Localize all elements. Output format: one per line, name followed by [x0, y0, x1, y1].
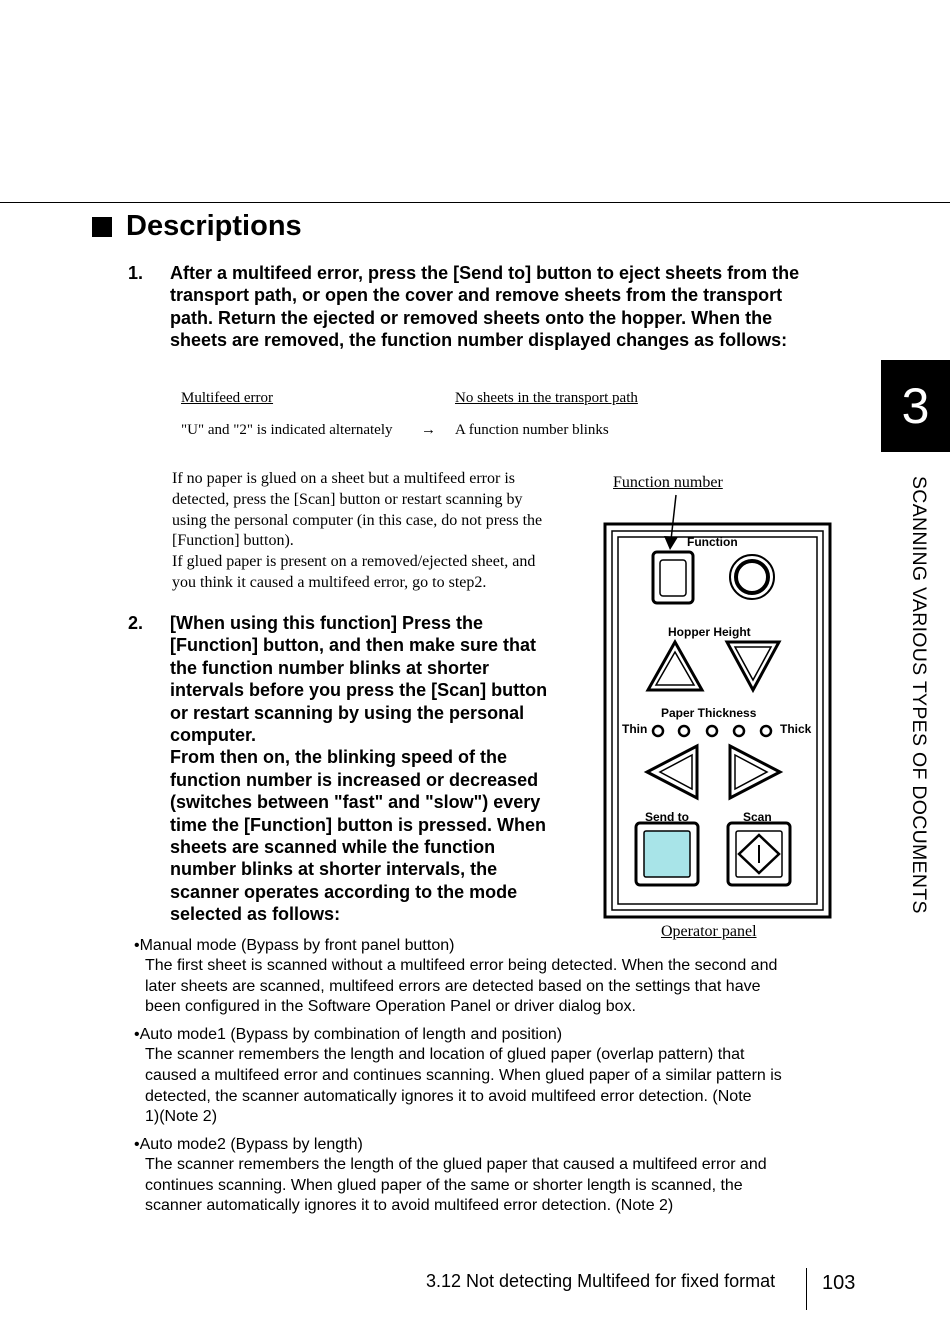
mode-line: been configured in the Software Operation Panel or driver dialog box.: [145, 998, 636, 1016]
mode-title: •Auto mode2 (Bypass by length): [134, 1135, 363, 1153]
thicker-right-icon[interactable]: [730, 746, 780, 798]
step-2-line: function number is increased or decreased: [170, 769, 539, 790]
mode-title: •Manual mode (Bypass by front panel button): [134, 937, 455, 954]
note-line: you think it caused a multifeed error, go to step2.: [172, 573, 487, 591]
note-block: [172, 469, 602, 594]
mode-line: The scanner remembers the length of the glued paper that caused a multifeed error and: [145, 1155, 767, 1173]
modes-list: [134, 935, 854, 1217]
step-2-line: selected as follows:: [170, 904, 341, 925]
send-to-button-face: [644, 831, 690, 877]
step-1-text: [170, 262, 870, 352]
page-number: 103: [822, 1272, 856, 1294]
thickness-led-icon: [707, 726, 717, 736]
step-2-line: number blinks at shorter intervals, the: [170, 859, 498, 880]
pointer-arrowhead-icon: [664, 536, 678, 550]
table-head-multifeed: Multifeed error: [181, 390, 274, 406]
step-1-line: path. Return the ejected or removed sheets onto the hopper. When the: [170, 307, 773, 328]
step-2-line: the function number blinks at shorter: [170, 657, 490, 678]
chapter-tab: 3: [881, 360, 950, 452]
step-2-line: computer.: [170, 725, 257, 746]
operator-panel-illustration: [600, 490, 840, 920]
thicker-right-icon-inner: [735, 755, 767, 789]
function-display-inner: [660, 560, 686, 596]
step-1-line: sheets are removed, the function number displayed changes as follows:: [170, 330, 788, 351]
mode-line: scanner automatically ignores it to avoid multifeed error detection. (Note 2): [145, 1197, 674, 1215]
table-cell-blinks: A function number blinks: [455, 422, 609, 438]
mode-line: later sheets are scanned, multifeed errors are detected based on the settings that have: [145, 977, 761, 995]
section-title: Descriptions: [126, 210, 302, 242]
mode-body: [134, 956, 854, 1018]
step-2-line: (switches between "fast" and "slow") every: [170, 792, 541, 813]
mode-line: caused a multifeed error and continues scanning. When glued paper of a similar pattern is: [145, 1066, 782, 1084]
hopper-height-label: Hopper Height: [668, 625, 751, 639]
hopper-down-icon[interactable]: [727, 642, 779, 690]
function-number-caption: Function number: [613, 474, 723, 491]
footer-divider: [806, 1268, 807, 1310]
hopper-down-icon-inner: [735, 647, 771, 680]
mode-line: continues scanning. When glued paper of the same or shorter length is scanned, the: [145, 1176, 743, 1194]
thinner-left-icon-inner: [660, 755, 692, 789]
step-2-line: intervals before you press the [Scan] button: [170, 680, 548, 701]
note-line: If no paper is glued on a sheet but a multifeed error is: [172, 470, 515, 487]
thick-label: Thick: [780, 722, 812, 736]
footer-section-title: 3.12 Not detecting Multifeed for fixed format: [426, 1271, 776, 1291]
function-button-ring-icon: [736, 561, 768, 593]
step-1-line: After a multifeed error, press the [Send to] button to eject sheets from the: [170, 263, 800, 283]
note-line: using the personal computer (in this case, do not press the: [172, 511, 543, 529]
pointer-line: [671, 495, 676, 540]
mode-body: [134, 1045, 854, 1128]
mode-line: The scanner remembers the length and location of glued paper (overlap pattern) that: [145, 1046, 745, 1064]
mode-line: detected, the scanner automatically ignores it to avoid multifeed error detection. (Note: [145, 1087, 752, 1105]
thin-label: Thin: [622, 722, 648, 736]
table-cell-alternate: "U" and "2" is indicated alternately: [181, 422, 393, 438]
list-item: [134, 1134, 854, 1217]
function-label: Function: [687, 535, 738, 549]
step-2-line: [When using this function] Press the: [170, 613, 484, 633]
send-to-button[interactable]: [636, 823, 698, 885]
send-to-label: Send to: [645, 810, 689, 824]
thickness-led-icon: [679, 726, 689, 736]
thickness-led-icon: [734, 726, 744, 736]
step-1-number: 1.: [128, 263, 144, 283]
step-1-line: transport path, or open the cover and remove sheets from the transport: [170, 285, 783, 306]
mode-line: 1)(Note 2): [145, 1108, 218, 1126]
thickness-led-icon: [761, 726, 771, 736]
hopper-up-icon[interactable]: [648, 642, 702, 690]
scan-button[interactable]: [728, 823, 790, 885]
step-2-line: scanner operates according to the mode: [170, 881, 518, 902]
note-line: detected, press the [Scan] button or restart scanning by: [172, 490, 523, 508]
step-2-line: [Function] button, and then make sure that: [170, 635, 536, 656]
step-2-line: sheets are scanned while the function: [170, 837, 496, 858]
panel-outer-frame: [605, 524, 830, 917]
step-2-line: or restart scanning by using the personal: [170, 702, 525, 723]
operator-panel-caption: Operator panel: [661, 923, 757, 940]
section-heading: [92, 210, 302, 243]
step-2-line: time the [Function] button is pressed. When: [170, 814, 546, 835]
list-item: [134, 935, 854, 1018]
scan-label: Scan: [743, 810, 772, 824]
note-line: If glued paper is present on a removed/ejected sheet, and: [172, 553, 536, 571]
list-item: [134, 1024, 854, 1128]
mode-line: The first sheet is scanned without a multifeed error being detected. When the second and: [145, 957, 778, 974]
thickness-indicators: [653, 726, 771, 736]
chapter-side-title: SCANNING VARIOUS TYPES OF DOCUMENTS: [908, 476, 930, 914]
square-bullet-icon: [92, 217, 112, 237]
thickness-led-icon: [653, 726, 663, 736]
step-2-line: From then on, the blinking speed of the: [170, 747, 507, 768]
step-2-number: 2.: [128, 613, 144, 633]
right-arrow-icon: →: [421, 421, 436, 438]
mode-body: [134, 1155, 854, 1217]
thinner-left-icon[interactable]: [647, 746, 697, 798]
step-2-text: [170, 612, 600, 926]
mode-title: •Auto mode1 (Bypass by combination of length and position): [134, 1026, 563, 1044]
table-head-no-sheets: No sheets in the transport path: [455, 390, 638, 406]
header-rule: [0, 202, 950, 203]
note-line: [Function] button).: [172, 532, 294, 550]
paper-thickness-label: Paper Thickness: [661, 706, 757, 720]
